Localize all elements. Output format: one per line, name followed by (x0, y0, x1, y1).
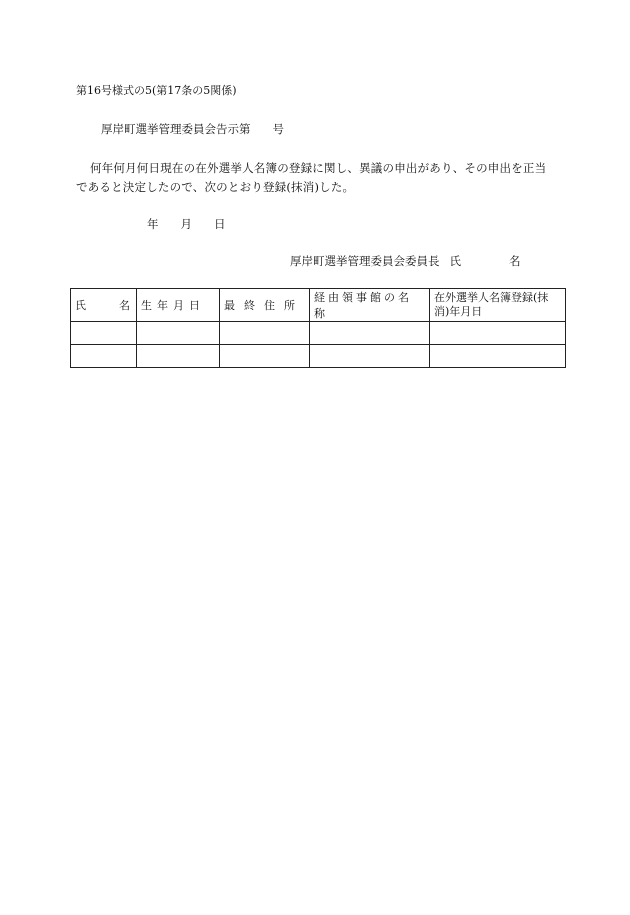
header-name-part-1: 氏 (75, 299, 86, 312)
table-cell (220, 345, 310, 368)
table-row (71, 322, 566, 345)
signature-line (290, 254, 521, 268)
table-cell (430, 322, 566, 345)
notice-title-suffix: 号 (272, 122, 284, 136)
header-name-part-2: 名 (119, 299, 130, 312)
signature-name-label-1: 氏 (449, 254, 461, 268)
body-text: 何年何月何日現在の在外選挙人名簿の登録に関し、異議の申出があり、その申出を正当であると決定したので、次のとおり登録(抹消)した。 (76, 161, 547, 194)
table-cell (71, 322, 137, 345)
notice-title-prefix: 厚岸町選挙管理委員会告示第 (101, 122, 251, 136)
table-row (71, 345, 566, 368)
month-label: 月 (180, 217, 192, 231)
table-cell (137, 345, 220, 368)
table-cell (137, 322, 220, 345)
table-cell (310, 322, 430, 345)
signature-org-title: 厚岸町選挙管理委員会委員長 (290, 254, 440, 268)
register-table (70, 288, 566, 368)
date-line (147, 217, 226, 231)
table-cell (71, 345, 137, 368)
body-paragraph (76, 159, 554, 197)
day-label: 日 (214, 217, 226, 231)
notice-title (101, 122, 284, 136)
table-cell (430, 345, 566, 368)
form-number: 第16号様式の5(第17条の5関係) (76, 84, 237, 97)
signature-name-label-2: 名 (509, 254, 521, 268)
header-registration-date: 在外選挙人名簿登録(抹消)年月日 (430, 289, 566, 322)
table-cell (220, 322, 310, 345)
table-cell (310, 345, 430, 368)
header-birth-date: 生年月日 (137, 289, 220, 322)
header-consulate: 経由領事館の名称 (310, 289, 430, 322)
table-header-row (71, 289, 566, 322)
year-label: 年 (147, 217, 159, 231)
header-name (71, 289, 137, 322)
header-last-address: 最終住所 (220, 289, 310, 322)
